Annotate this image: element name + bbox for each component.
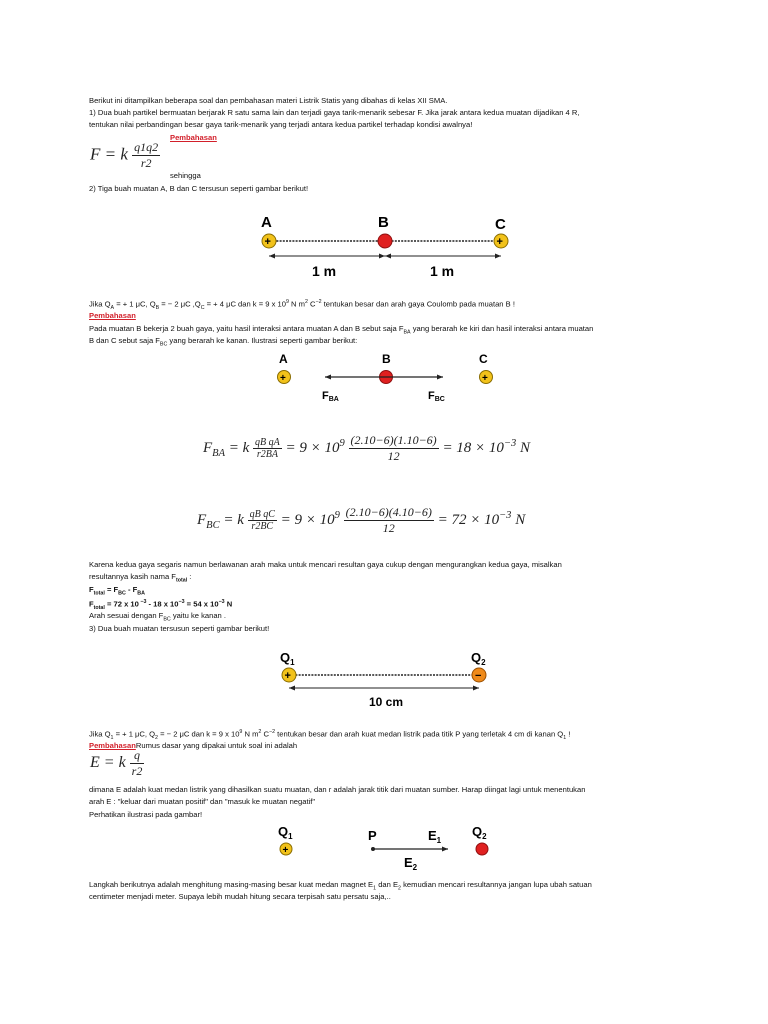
label-c: C [495, 216, 506, 233]
sehingga-text: sehingga [170, 171, 201, 180]
coulomb-formula: F = k $\frac{q1q2}{r2}$ [90, 140, 159, 170]
pembahasan-link-1[interactable]: Pembahasan [170, 133, 217, 142]
svg-text:−: − [475, 670, 482, 682]
question-2: 2) Tiga buah muatan A, B dan C tersusun seperti gambar berikut! [89, 184, 309, 193]
svg-text:+: + [264, 236, 271, 248]
pembahasan-line-3: PembahasanRumus dasar yang dipakai untuk soal ini adalah [89, 741, 298, 750]
explanation-line-1: Pada muatan B bekerja 2 buah gaya, yaitu hasil interaksi antara muatan A dan B sebut saja $F_{BA}$ yang berarah ke kiri dan hasil interaksi antara muatan [89, 324, 594, 336]
label-p: P [368, 828, 377, 843]
langkah-line-2: centimeter menjadi meter. Supaya lebih mudah hitung secara terpisah satu persatu saja,.. [89, 892, 391, 901]
electric-field-formula: E = k $\frac{q}{r2}$ [90, 748, 143, 778]
question-1-line-1: 1) Dua buah partikel bermuatan berjarak R satu sama lain dan terjadi gaya tarik-menarik sebesar F. Jika jarak antara kedua muatan dijadikan 4 R, [89, 108, 580, 117]
question-2-given: Jika $Q_A$ = + 1 μC, $Q_B$ = − 2 μC $,Q_C$ = + 4 μC dan k = 9 x $10^9$ N $m^2$ $C^{-2}$ tentukan besar dan arah gaya Coulomb pada muatan B ! [89, 299, 515, 312]
label-e1: $E_1$ [428, 828, 442, 845]
svg-text:+: + [282, 845, 289, 856]
force-illustration-diagram [265, 348, 505, 408]
label-q2: $Q_2$ [471, 650, 486, 667]
electric-field-diagram [270, 820, 500, 875]
distance-ab: 1 m [312, 263, 337, 279]
karena-line-2: resultannya kasih nama $F_{total}$ : [89, 572, 192, 584]
label-q1: $Q_1$ [278, 824, 293, 841]
svg-text:+: + [496, 236, 503, 248]
dimana-line-1: dimana E adalah kuat medan listrik yang dihasilkan suatu muatan, dan r adalah jarak titik dari muatan sumber. Harap diingat lagi untuk menentukan [89, 785, 586, 794]
distance-bc: 1 m [430, 263, 455, 279]
question-1-line-2: tentukan nilai perbandingan besar gaya tarik-menarik yang terjadi antara kedua partikel terhadap kondisi awalnya! [89, 120, 473, 129]
dimana-line-2: arah E : "keluar dari muatan positif" dan "masuk ke muatan negatif" [89, 797, 316, 806]
intro-text: Berikut ini ditampilkan beberapa soal dan pembahasan materi Listrik Statis yang dibahas di kelas XII SMA. [89, 96, 448, 105]
two-charges-diagram [270, 648, 500, 710]
pembahasan-link-3[interactable]: Pembahasan [89, 741, 136, 750]
label-a: A [261, 214, 272, 231]
label-b: B [378, 214, 389, 231]
arah-text: Arah sesuai dengan $F_{BC}$ yaitu ke kanan . [89, 611, 227, 623]
label-e2: $E_2$ [404, 855, 418, 872]
label-q2: $Q_2$ [472, 824, 487, 841]
three-charges-diagram [250, 208, 520, 283]
ftotal-equation-1: $F_{total} = F_{BC} - F_{BA}$ [89, 585, 145, 597]
svg-text:+: + [280, 373, 286, 384]
formula-fbc: $F_{BC} = k$ $\frac{\text{qB qC}}{r2BC}$ = $9 \times 10^9$ $\frac{(2.10-6)(4.10-6)}{12}$ = $72 \times 10^{-3}$ N [197, 505, 526, 535]
formula-fba: $F_{BA} = k$ $\frac{\text{qB qA}}{r2BA}$ = $9 \times 10^9$ $\frac{(2.10-6)(1.10-6)}{12}$ = $18 \times 10^{-3}$ N [203, 433, 531, 463]
ftotal-equation-2: $F_{total} = 72$ x 10 $^{-3}$ - 18 x $10^{-3} = 54$ x $10^{-3}$ N [89, 599, 233, 612]
question-3: 3) Dua buah muatan tersusun seperti gambar berikut! [89, 624, 270, 633]
perhatikan-text: Perhatikan ilustrasi pada gambar! [89, 810, 203, 819]
charge-q2-negative [476, 843, 488, 855]
label-fba: FBA [322, 390, 339, 403]
distance-q1-q2: 10 cm [369, 695, 404, 709]
svg-text:+: + [482, 373, 488, 384]
pembahasan-link-2[interactable]: Pembahasan [89, 311, 136, 320]
svg-text:A: A [279, 352, 288, 366]
svg-text:B: B [382, 352, 391, 366]
svg-text:+: + [284, 670, 291, 682]
label-q1: $Q_1$ [280, 650, 295, 667]
karena-line-1: Karena kedua gaya segaris namun berlawanan arah maka untuk mencari resultan gaya cukup dengan mengurangkan kedua gaya, misalkan [89, 560, 562, 569]
langkah-line-1: Langkah berikutnya adalah menghitung masing-masing besar kuat medan magnet $E_1$ dan $E_2$ kemudian mencari resultannya jangan lupa ubah satuan [89, 880, 592, 892]
explanation-line-2: B dan C sebut saja $F_{BC}$ yang berarah ke kanan. Ilustrasi seperti gambar berikut: [89, 336, 358, 348]
svg-text:C: C [479, 352, 488, 366]
label-fbc: FBC [428, 390, 445, 403]
question-3-given: Jika $Q_1$ = + 1 μC, $Q_2$ = − 2 μC dan k = 9 x $10^9$ N $m^2$ $C^{-2}$ tentukan besar dan arah kuat medan listrik pada titik P yang terletak 4 cm di kanan $Q_1$ ! [89, 729, 571, 742]
charge-b-negative [378, 234, 392, 248]
